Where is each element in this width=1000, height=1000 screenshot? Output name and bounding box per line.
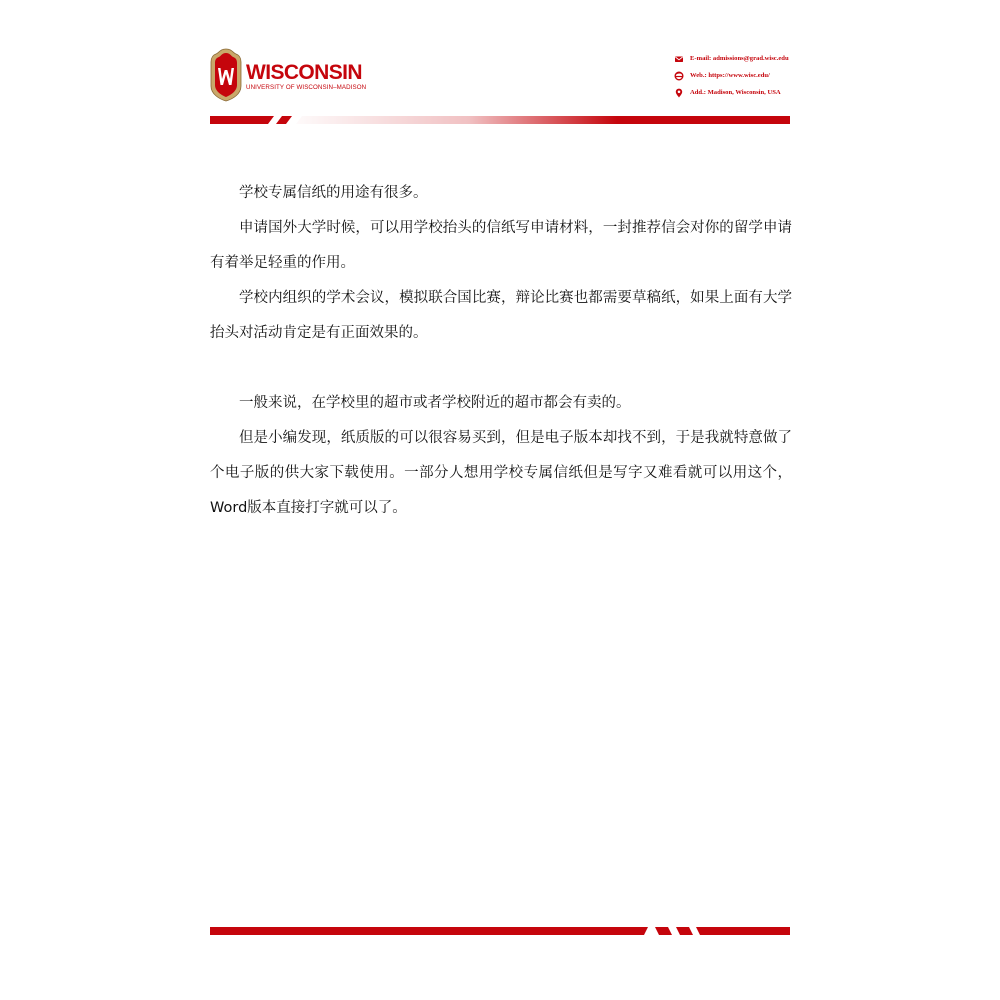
paragraph: 一般来说，在学校里的超市或者学校附近的超市都会有卖的。 [239,395,631,411]
paragraph: 学校专属信纸的用途有很多。 [239,185,428,201]
paragraph: 学校内组织的学术会议，模拟联合国比赛，辩论比赛也都需要草稿纸，如果上面有大学抬头对活动肯定是有正面效果的。 [210,290,792,341]
paragraph: 申请国外大学时候，可以用学校抬头的信纸写申请材料，一封推荐信会对你的留学申请有着举足轻重的作用。 [210,220,792,271]
contact-address [674,84,814,101]
contact-email [674,50,814,67]
contact-web [674,67,814,84]
letter-body [210,176,792,526]
contact-block [674,50,814,101]
paragraph-spacer [210,351,792,386]
footer-divider-bar [210,926,790,936]
paragraph: 但是小编发现，纸质版的可以很容易买到，但是电子版本却找不到，于是我就特意做了个电子版的供大家下载使用。一部分人想用学校专属信纸但是写字又难看就可以用这个，Word版本直接打字就可以了。 [210,430,792,516]
university-crest-logo [209,48,243,102]
university-name: WISCONSIN [246,61,362,84]
location-pin-icon [674,88,684,98]
mail-icon [674,54,684,64]
university-subtitle: UNIVERSITY OF WISCONSIN–MADISON [246,84,367,91]
brand-wordmark [246,63,366,92]
contact-email-text: E-mail: admissions@grad.wisc.edu [690,55,789,62]
contact-web-text: Web.: https://www.wisc.edu/ [690,72,770,79]
header-divider-bar [210,116,790,124]
web-icon [674,71,684,81]
contact-address-text: Add.: Madison, Wisconsin, USA [690,89,781,96]
